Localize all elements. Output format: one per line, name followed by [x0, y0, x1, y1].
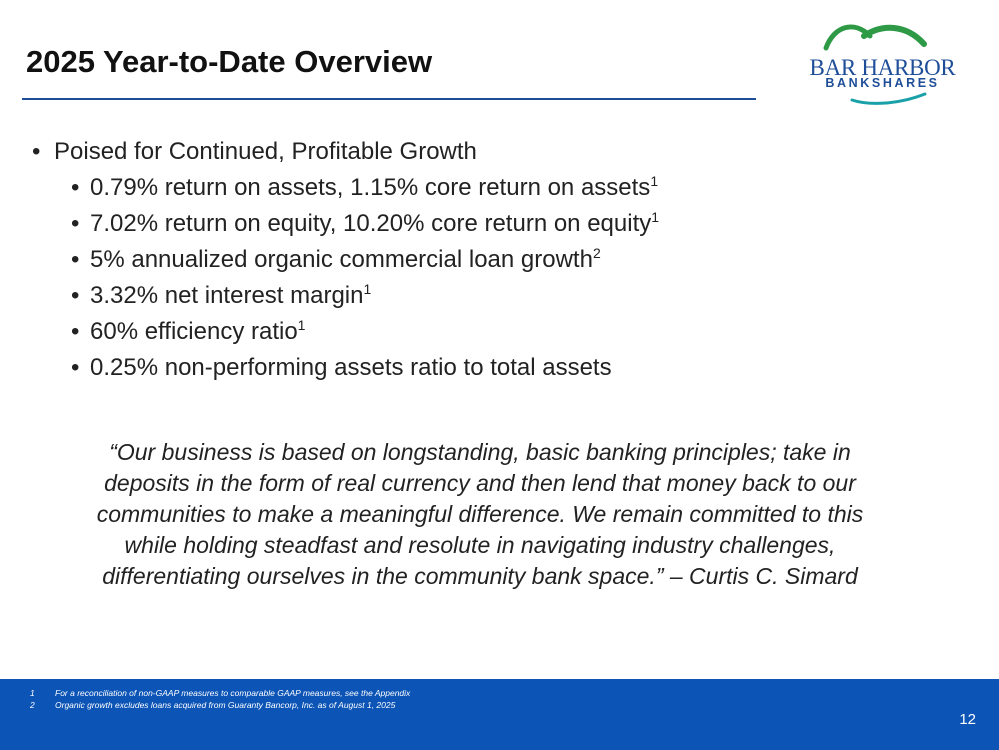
footer-bar: [0, 679, 999, 750]
main-bullet-text: Poised for Continued, Profitable Growth: [54, 138, 477, 165]
footnote: [30, 688, 410, 698]
logo-wordmark: BAR HARBOR: [809, 55, 956, 80]
footnote-text: For a reconciliation of non-GAAP measures to comparable GAAP measures, see the Appendix: [55, 688, 411, 698]
footnote-number: 2: [30, 700, 35, 710]
bullet-dot: •: [71, 174, 80, 201]
metric-bullet: [30, 278, 659, 314]
metric-bullet: [30, 350, 659, 386]
bullet-dot: •: [71, 318, 80, 345]
logo-subtitle: BANKSHARES: [825, 76, 940, 90]
metric-bullet: [30, 314, 659, 350]
overview-bullet-list: [30, 134, 659, 386]
footnote: [30, 700, 395, 710]
metric-text: 5% annualized organic commercial loan growth: [90, 246, 593, 273]
bullet-dot: •: [71, 210, 80, 237]
quote-line: while holding steadfast and resolute in navigating industry challenges,: [124, 532, 836, 558]
metric-text: 0.79% return on assets, 1.15% core return on assets: [90, 174, 651, 201]
footnote-ref: 1: [650, 173, 659, 189]
footnote-text: Organic growth excludes loans acquired from Guaranty Bancorp, Inc. as of August 1, 2025: [55, 700, 396, 710]
quote-line: “Our business is based on longstanding, basic banking principles; take in: [109, 439, 851, 465]
title-divider: [22, 98, 756, 100]
bullet-dot: •: [71, 246, 80, 273]
footnote-ref: 1: [297, 317, 306, 333]
footnote-ref: 1: [651, 209, 660, 225]
page-number: 12: [959, 711, 976, 728]
quote-line: communities to make a meaningful difference. We remain committed to this: [96, 501, 864, 527]
footnote-ref: 2: [592, 245, 601, 261]
metric-bullet: [30, 170, 659, 206]
ceo-quote: [40, 437, 920, 592]
slide-title: 2025 Year-to-Date Overview: [26, 44, 433, 79]
metric-text: 0.25% non-performing assets ratio to total assets: [90, 354, 612, 381]
bullet-dot: •: [32, 138, 41, 165]
quote-line: deposits in the form of real currency and then lend that money back to our: [104, 470, 856, 496]
quote-line: differentiating ourselves in the community bank space.” – Curtis C. Simard: [102, 563, 858, 589]
metric-text: 60% efficiency ratio: [90, 318, 298, 345]
metric-bullet: [30, 206, 659, 242]
bullet-dot: •: [71, 354, 80, 381]
main-bullet: [30, 134, 659, 170]
footnote-ref: 1: [363, 281, 372, 297]
metric-text: 3.32% net interest margin: [90, 282, 364, 309]
bar-harbor-logo: [800, 16, 965, 108]
bullet-dot: •: [71, 282, 80, 309]
metric-text: 7.02% return on equity, 10.20% core return on equity: [90, 210, 652, 237]
footnote-number: 1: [30, 688, 35, 698]
metric-bullet: [30, 242, 659, 278]
